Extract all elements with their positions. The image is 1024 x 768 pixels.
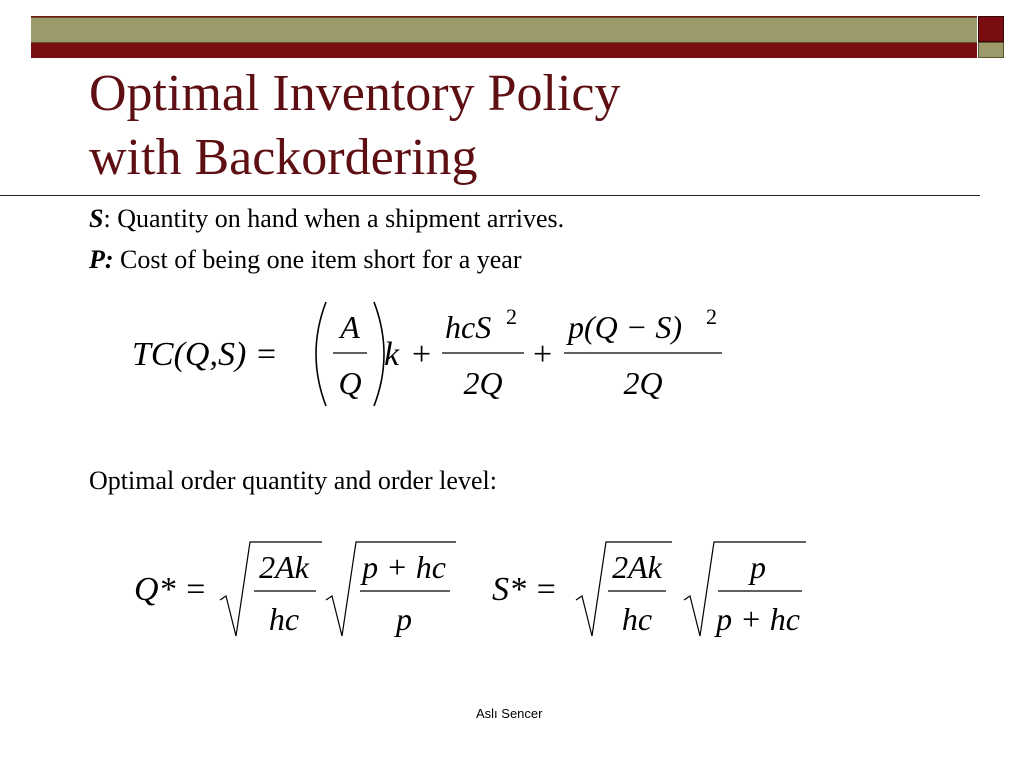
definition-p bbox=[89, 245, 522, 275]
term3-exponent: 2 bbox=[706, 304, 717, 329]
q-star-frac2-num: p + hc bbox=[362, 549, 446, 585]
slide-title bbox=[89, 62, 789, 190]
definition-symbol: S bbox=[89, 204, 104, 233]
q-star-formula bbox=[130, 538, 460, 647]
footer-author: Aslı Sencer bbox=[476, 706, 543, 721]
plus-sign: + bbox=[412, 336, 432, 373]
s-star-lhs: S* = bbox=[492, 571, 558, 608]
q-star-frac2-den: p bbox=[396, 601, 412, 637]
s-star-frac1-num: 2Ak bbox=[612, 549, 662, 585]
q-star-lhs: Q* = bbox=[134, 571, 207, 608]
s-star-frac2-num: p bbox=[750, 549, 766, 585]
title-line-1: Optimal Inventory Policy bbox=[89, 65, 621, 122]
term1-denominator: Q bbox=[338, 365, 362, 401]
cost-lhs: TC(Q,S) = bbox=[132, 336, 278, 373]
definition-separator: : bbox=[103, 204, 111, 233]
q-star-frac1-den: hc bbox=[268, 601, 300, 637]
definition-symbol: P: bbox=[89, 245, 114, 274]
term3-denominator: 2Q bbox=[623, 365, 663, 401]
term2-exponent: 2 bbox=[506, 304, 517, 329]
title-line-2: with Backordering bbox=[89, 129, 478, 186]
title-divider bbox=[0, 195, 980, 196]
left-paren bbox=[316, 302, 326, 406]
term2-numerator: hcS bbox=[445, 309, 492, 345]
header-band-olive bbox=[31, 17, 977, 43]
corner-square-olive bbox=[978, 42, 1004, 58]
optimal-subheading: Optimal order quantity and order level: bbox=[89, 466, 497, 495]
s-star-frac1-den: hc bbox=[621, 601, 653, 637]
definition-s bbox=[89, 204, 564, 234]
term2-denominator: 2Q bbox=[463, 365, 503, 401]
total-cost-equation bbox=[128, 298, 748, 415]
s-star-frac2-den: p + hc bbox=[716, 601, 800, 637]
right-paren bbox=[374, 302, 384, 406]
s-star-formula bbox=[492, 538, 812, 647]
term1-numerator: A bbox=[340, 309, 360, 345]
q-star-frac1-num: 2Ak bbox=[259, 549, 309, 585]
term3-numerator: p(Q − S) bbox=[568, 309, 683, 345]
definition-text: Cost of being one item short for a year bbox=[113, 245, 522, 274]
definition-text: Quantity on hand when a shipment arrives. bbox=[110, 204, 565, 233]
term1-factor: k bbox=[384, 336, 400, 373]
corner-square-red bbox=[978, 16, 1004, 42]
plus-sign-2: + bbox=[533, 336, 553, 373]
